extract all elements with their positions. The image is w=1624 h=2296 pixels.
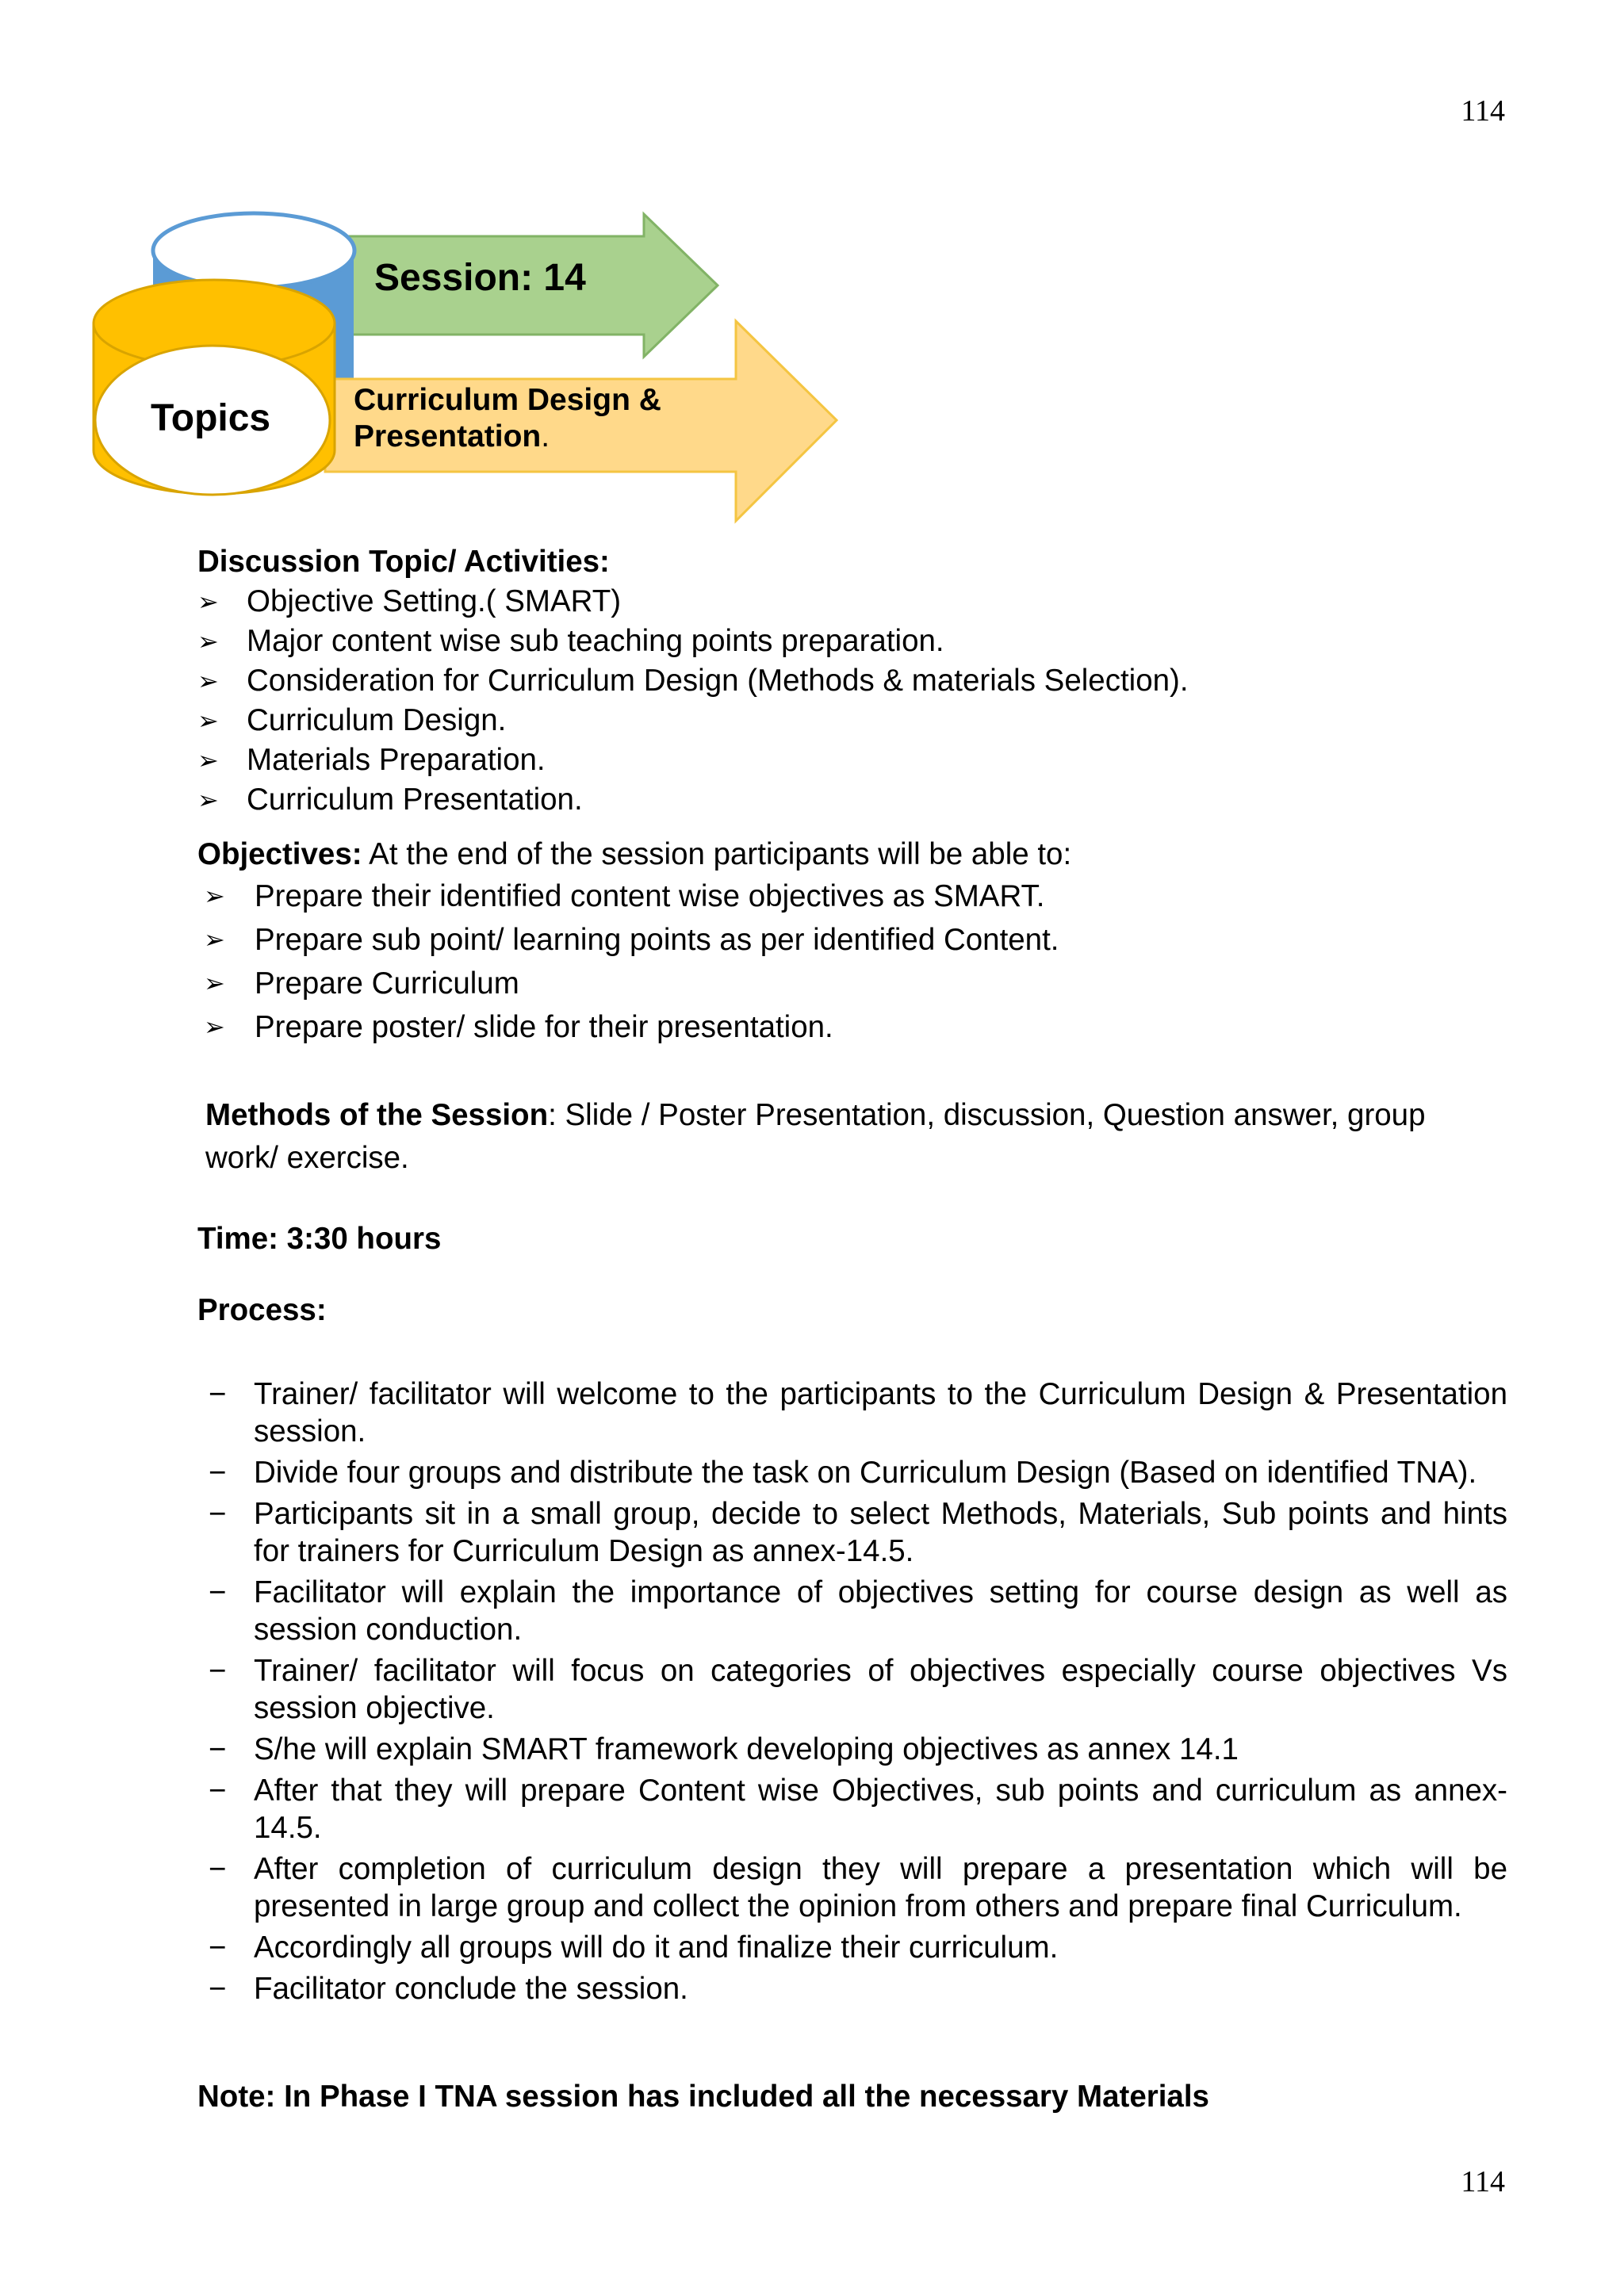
arrow-bullet-icon: ➢ [204, 1012, 225, 1041]
methods-heading: Methods of the Session [205, 1098, 549, 1132]
topic-title-text: Curriculum Design & Presentation [354, 383, 661, 453]
list-item-text: S/he will explain SMART framework developing objectives as annex 14.1 [254, 1732, 1239, 1766]
list-item [197, 874, 1507, 918]
objectives-intro-line [197, 835, 1507, 874]
dash-bullet: − [209, 1852, 227, 1886]
list-item-text: Prepare sub point/ learning points as per identified Content. [255, 923, 1059, 957]
arrow-bullet-icon: ➢ [197, 786, 219, 814]
session-label: Session: 14 [374, 257, 586, 299]
list-item-text: Trainer/ facilitator will welcome to the participants to the Curriculum Design & Presentation session. [254, 1377, 1507, 1448]
list-item-text: Objective Setting.( SMART) [247, 584, 622, 618]
list-item-text: Accordingly all groups will do it and finalize their curriculum. [254, 1931, 1059, 1965]
list-item-text: Prepare Curriculum [255, 966, 519, 1001]
list-item-text: Facilitator will explain the importance of objectives setting for course design as well as session conduction. [254, 1575, 1507, 1647]
list-item [197, 1772, 1507, 1846]
methods-section [205, 1094, 1427, 1180]
list-item [197, 1495, 1507, 1570]
list-item-text: After that they will prepare Content wise Objectives, sub points and curriculum as annex- 14.5. [254, 1774, 1507, 1845]
list-item [197, 962, 1507, 1005]
gold-cylinder-icon [94, 280, 335, 495]
list-item-text: Divide four groups and distribute the task on Curriculum Design (Based on identified TNA). [254, 1456, 1477, 1490]
list-item-text: Facilitator conclude the session. [254, 1972, 688, 2006]
list-item [197, 740, 1507, 780]
list-item-text: Consideration for Curriculum Design (Methods & materials Selection). [247, 664, 1189, 698]
list-item [197, 1376, 1507, 1450]
list-item [197, 1731, 1507, 1768]
dash-bullet: − [209, 1732, 227, 1766]
discussion-heading: Discussion Topic/ Activities: [197, 545, 610, 579]
note: Note: In Phase I TNA session has included all the necessary Materials [197, 2080, 1209, 2114]
dash-bullet: − [209, 1575, 227, 1609]
list-item [197, 1574, 1507, 1648]
list-item-text: Materials Preparation. [247, 743, 546, 777]
list-item-text: Major content wise sub teaching points preparation. [247, 624, 944, 658]
arrow-bullet-icon: ➢ [197, 667, 219, 695]
list-item [197, 661, 1507, 701]
dash-bullet: − [209, 1456, 227, 1490]
objectives-list [197, 874, 1507, 1049]
list-item [197, 701, 1507, 740]
list-item-text: Participants sit in a small group, decide to select Methods, Materials, Sub points and hints for trainers for Curriculum Design as annex-14.5. [254, 1497, 1507, 1568]
process-list [197, 1376, 1507, 2011]
dash-bullet: − [209, 1497, 227, 1531]
list-item-text: After completion of curriculum design they will prepare a presentation which will be presented in large group and collect the opinion from others and prepare final Curriculum. [254, 1852, 1507, 1923]
list-item-text: Curriculum Design. [247, 703, 507, 737]
process-heading: Process: [197, 1293, 327, 1327]
objectives-heading: Objectives: [197, 837, 362, 871]
discussion-section [197, 542, 1507, 820]
list-item [197, 1005, 1507, 1049]
dash-bullet: − [209, 1654, 227, 1688]
page-number-bottom: 114 [1461, 2165, 1505, 2198]
list-item [197, 1454, 1507, 1491]
dash-bullet: − [209, 1774, 227, 1808]
dash-bullet: − [209, 1377, 227, 1411]
session-time: Time: 3:30 hours [197, 1222, 442, 1256]
arrow-bullet-icon: ➢ [204, 925, 225, 954]
list-item-text: Prepare their identified content wise objectives as SMART. [255, 879, 1045, 913]
arrow-bullet-icon: ➢ [204, 969, 225, 997]
list-item [197, 582, 1507, 622]
list-item [197, 1850, 1507, 1925]
objectives-intro: At the end of the session participants will be able to: [362, 837, 1072, 871]
page-number-top: 114 [1461, 94, 1505, 128]
list-item-text: Prepare poster/ slide for their presentation. [255, 1010, 833, 1044]
dash-bullet: − [209, 1931, 227, 1965]
list-item [197, 1970, 1507, 2007]
objectives-section [197, 835, 1507, 1049]
list-item-text: Trainer/ facilitator will focus on categories of objectives especially course objectives Vs session objective. [254, 1654, 1507, 1725]
list-item [197, 1929, 1507, 1966]
arrow-bullet-icon: ➢ [204, 882, 225, 910]
arrow-bullet-icon: ➢ [197, 746, 219, 775]
arrow-bullet-icon: ➢ [197, 706, 219, 735]
arrow-bullet-icon: ➢ [197, 627, 219, 656]
topics-label: Topics [151, 397, 271, 439]
topic-title [354, 382, 766, 455]
list-item [197, 622, 1507, 661]
list-item-text: Curriculum Presentation. [247, 783, 583, 817]
discussion-list [197, 582, 1507, 820]
list-item [197, 780, 1507, 820]
arrow-bullet-icon: ➢ [197, 587, 219, 616]
methods-text: : Slide / Poster Presentation, discussion, Question answer, group work/ exercise. [205, 1098, 1426, 1175]
list-item [197, 1652, 1507, 1727]
dash-bullet: − [209, 1972, 227, 2006]
list-item [197, 918, 1507, 962]
topic-title-end: . [541, 419, 550, 453]
